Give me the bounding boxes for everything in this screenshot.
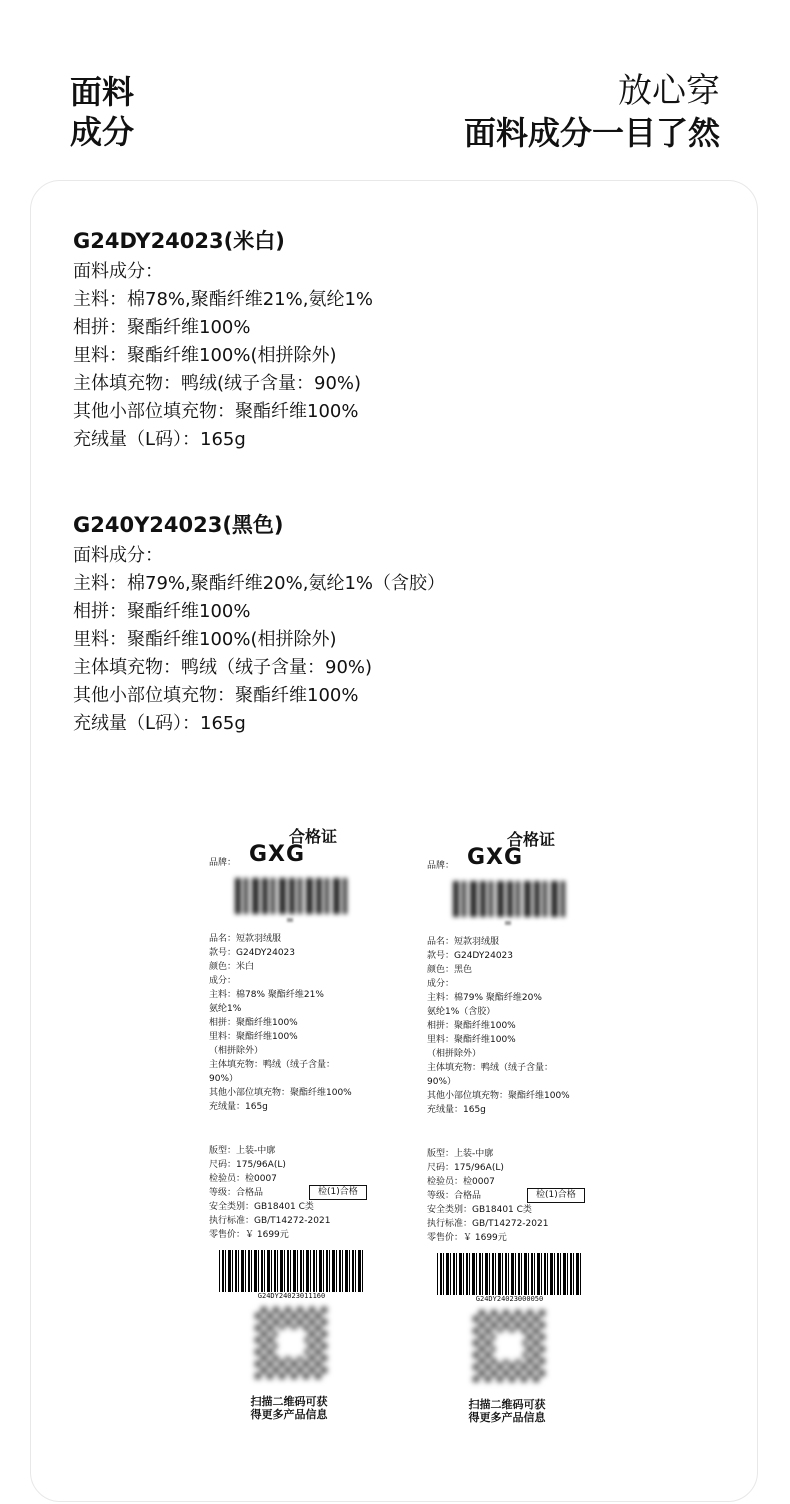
section-line: 充绒量（L码）：165g — [73, 713, 246, 734]
label-line: 尺码：175/96A(L) — [209, 1160, 286, 1170]
certificate-label-black — [427, 829, 617, 1424]
label-line: 主体填充物：鸭绒（绒子含量： — [209, 1060, 336, 1070]
composition-section-white — [73, 226, 713, 454]
label-line: 其他小部位填充物：聚酯纤维100% — [427, 1091, 570, 1101]
blurred-barcode — [453, 881, 565, 917]
scan-hint-line1: 扫描二维码可获 — [468, 1398, 546, 1411]
label-line: 版型：上装-中廓 — [427, 1149, 494, 1159]
label-line: 检验员：检0007 — [427, 1177, 495, 1187]
section-line: 面料成分： — [73, 261, 163, 282]
grade-text: 等级：合格品 — [209, 1188, 264, 1198]
inspection-stamp: 检(1)合格 — [309, 1185, 367, 1200]
section-line: 其他小部位填充物：聚酯纤维100% — [73, 401, 359, 422]
label-line: 版型：上装-中廓 — [209, 1146, 276, 1156]
label-line: 氨纶1%（含胶） — [427, 1007, 496, 1017]
brand-key: 品牌： — [209, 858, 237, 868]
label-line: 里料：聚酯纤维100% — [209, 1032, 298, 1042]
label-line: 90%） — [427, 1077, 457, 1087]
blurred-code-text — [505, 921, 511, 925]
section-title: G24DY24023(米白) — [73, 229, 285, 253]
label-line: 零售价：￥ 1699元 — [427, 1233, 507, 1243]
brand-logo: GXG — [467, 845, 524, 870]
composition-card — [30, 180, 758, 1502]
qr-code — [473, 1310, 545, 1382]
grade-text: 等级：合格品 — [427, 1191, 482, 1201]
section-line: 主料：棉78%,聚酯纤维21%,氨纶1% — [73, 289, 374, 310]
label-line: 相拼：聚酯纤维100% — [427, 1021, 516, 1031]
label-line: 成分： — [209, 976, 237, 986]
label-line: 检验员：检0007 — [209, 1174, 277, 1184]
label-line: 品名：短款羽绒服 — [209, 934, 282, 944]
label-line: 颜色：米白 — [209, 962, 255, 972]
header-right-title: 面料成分一目了然 — [463, 114, 720, 152]
brand-row — [209, 842, 399, 876]
label-line: 充绒量：165g — [427, 1105, 486, 1115]
scan-hint-line1: 扫描二维码可获 — [250, 1395, 328, 1408]
label-title: 合格证 — [288, 827, 337, 846]
brand-logo: GXG — [249, 842, 306, 867]
label-line: 成分： — [427, 979, 455, 989]
label-line: 氨纶1% — [209, 1004, 242, 1014]
label-line: 主体填充物：鸭绒（绒子含量： — [427, 1063, 554, 1073]
section-line: 其他小部位填充物：聚酯纤维100% — [73, 685, 359, 706]
section-line: 里料：聚酯纤维100%(相拼除外) — [73, 345, 337, 366]
section-line: 里料：聚酯纤维100%(相拼除外) — [73, 629, 337, 650]
section-line: 主体填充物：鸭绒（绒子含量：90%) — [73, 657, 373, 678]
barcode-number: G24DY24023000050 — [475, 1295, 544, 1303]
qr-code — [255, 1307, 327, 1379]
label-line: （相拼除外） — [427, 1049, 482, 1059]
label-line: 品名：短款羽绒服 — [427, 937, 500, 947]
label-line: 安全类别：GB18401 C类 — [209, 1202, 314, 1212]
header-left-line2: 成分 — [70, 113, 135, 151]
label-line: 款号：G24DY24023 — [427, 951, 513, 961]
label-title: 合格证 — [506, 830, 555, 849]
section-line: 相拼：聚酯纤维100% — [73, 317, 251, 338]
label-line: 款号：G24DY24023 — [209, 948, 295, 958]
header-right-subtitle: 放心穿 — [618, 71, 720, 111]
section-line: 相拼：聚酯纤维100% — [73, 601, 251, 622]
barcode-number: G24DY24023011160 — [257, 1292, 326, 1300]
label-line: 安全类别：GB18401 C类 — [427, 1205, 532, 1215]
label-line: 执行标准：GB/T14272-2021 — [427, 1219, 549, 1229]
barcode — [437, 1253, 582, 1295]
section-line: 充绒量（L码）：165g — [73, 429, 246, 450]
label-line: 主料：棉78% 聚酯纤维21% — [209, 990, 324, 1000]
header-left-title — [70, 72, 134, 152]
scan-hint-line2: 得更多产品信息 — [250, 1408, 328, 1421]
grade-row — [427, 1189, 617, 1203]
composition-section-black — [73, 510, 713, 738]
label-line: 里料：聚酯纤维100% — [427, 1035, 516, 1045]
label-line: 执行标准：GB/T14272-2021 — [209, 1216, 331, 1226]
brand-row — [427, 845, 617, 879]
inspection-stamp: 检(1)合格 — [527, 1188, 585, 1203]
label-line: 相拼：聚酯纤维100% — [209, 1018, 298, 1028]
scan-hint — [239, 1395, 339, 1421]
certificate-label-white — [209, 826, 399, 1421]
barcode — [219, 1250, 364, 1292]
section-title: G240Y24023(黑色) — [73, 513, 284, 537]
blurred-code-text — [287, 918, 293, 922]
label-line: 90%） — [209, 1074, 239, 1084]
blurred-barcode — [235, 878, 347, 914]
scan-hint-line2: 得更多产品信息 — [468, 1411, 546, 1424]
section-line: 面料成分： — [73, 545, 163, 566]
grade-row — [209, 1186, 399, 1200]
label-line: 其他小部位填充物：聚酯纤维100% — [209, 1088, 352, 1098]
header-left-line1: 面料 — [70, 73, 135, 111]
brand-key: 品牌： — [427, 861, 455, 871]
label-line: 零售价：￥ 1699元 — [209, 1230, 289, 1240]
label-line: 充绒量：165g — [209, 1102, 268, 1112]
section-line: 主体填充物：鸭绒(绒子含量：90%) — [73, 373, 362, 394]
page-header — [0, 0, 790, 170]
section-line: 主料：棉79%,聚酯纤维20%,氨纶1%（含胶） — [73, 573, 446, 594]
label-line: 尺码：175/96A(L) — [427, 1163, 504, 1173]
label-line: （相拼除外） — [209, 1046, 264, 1056]
label-line: 颜色：黑色 — [427, 965, 473, 975]
label-line: 主料：棉79% 聚酯纤维20% — [427, 993, 542, 1003]
scan-hint — [457, 1398, 557, 1424]
